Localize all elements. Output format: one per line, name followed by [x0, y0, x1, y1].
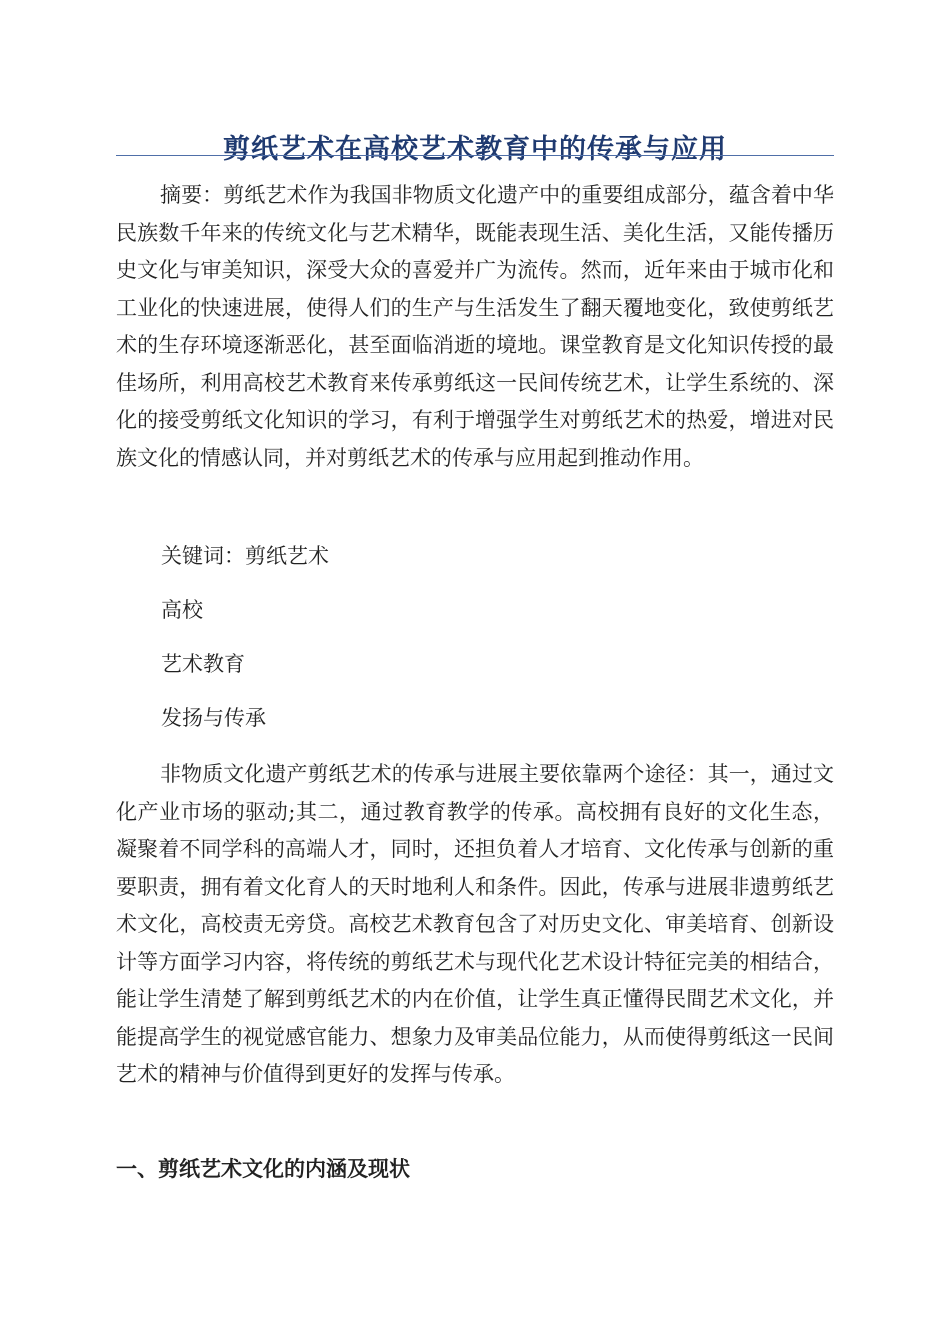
- keyword-item: 艺术教育: [161, 652, 245, 676]
- document-title: 剪纸艺术在高校艺术教育中的传承与应用: [223, 134, 727, 166]
- keyword-item: 发扬与传承: [161, 706, 266, 730]
- keywords-label: 关键词：剪纸艺术: [161, 544, 329, 568]
- abstract-paragraph: 摘要：剪纸艺术作为我国非物质文化遗产中的重要组成部分，蕴含着中华民族数千年来的传统文化与艺术精华，既能表现生活、美化生活，又能传播历史文化与审美知识，深受大众的喜爱并广为流传。然而，近年来由于城市化和工业化的快速进展，使得人们的生产与生活发生了翻天覆地变化，致使剪纸艺术的生存环境逐渐恶化，甚至面临消逝的境地。课堂教育是文化知识传授的最佳场所，利用高校艺术教育来传承剪纸这一民间传统艺术，让学生系统的、深化的接受剪纸文化知识的学习，有利于增强学生对剪纸艺术的热爱，增进对民族文化的情感认同，并对剪纸艺术的传承与应用起到推动作用。: [116, 183, 834, 470]
- keyword-item: 高校: [161, 598, 203, 622]
- title-underline: [116, 155, 834, 156]
- section-heading: 一、剪纸艺术文化的内涵及现状: [116, 1157, 410, 1181]
- intro-paragraph: 非物质文化遗产剪纸艺术的传承与进展主要依靠两个途径：其一，通过文化产业市场的驱动;其二，通过教育教学的传承。高校拥有良好的文化生态，凝聚着不同学科的高端人才，同时，还担负着人才培育、文化传承与创新的重要职责，拥有着文化育人的天时地利人和条件。因此，传承与进展非遗剪纸艺术文化，高校责无旁贷。高校艺术教育包含了对历史文化、审美培育、创新设计等方面学习内容，将传统的剪纸艺术与现代化艺术设计特征完美的相结合，能让学生清楚了解到剪纸艺术的内在价值，让学生真正懂得民間艺术文化，并能提高学生的视觉感官能力、想象力及审美品位能力，从而使得剪纸这一民间艺术的精神与价值得到更好的发挥与传承。: [116, 762, 834, 1086]
